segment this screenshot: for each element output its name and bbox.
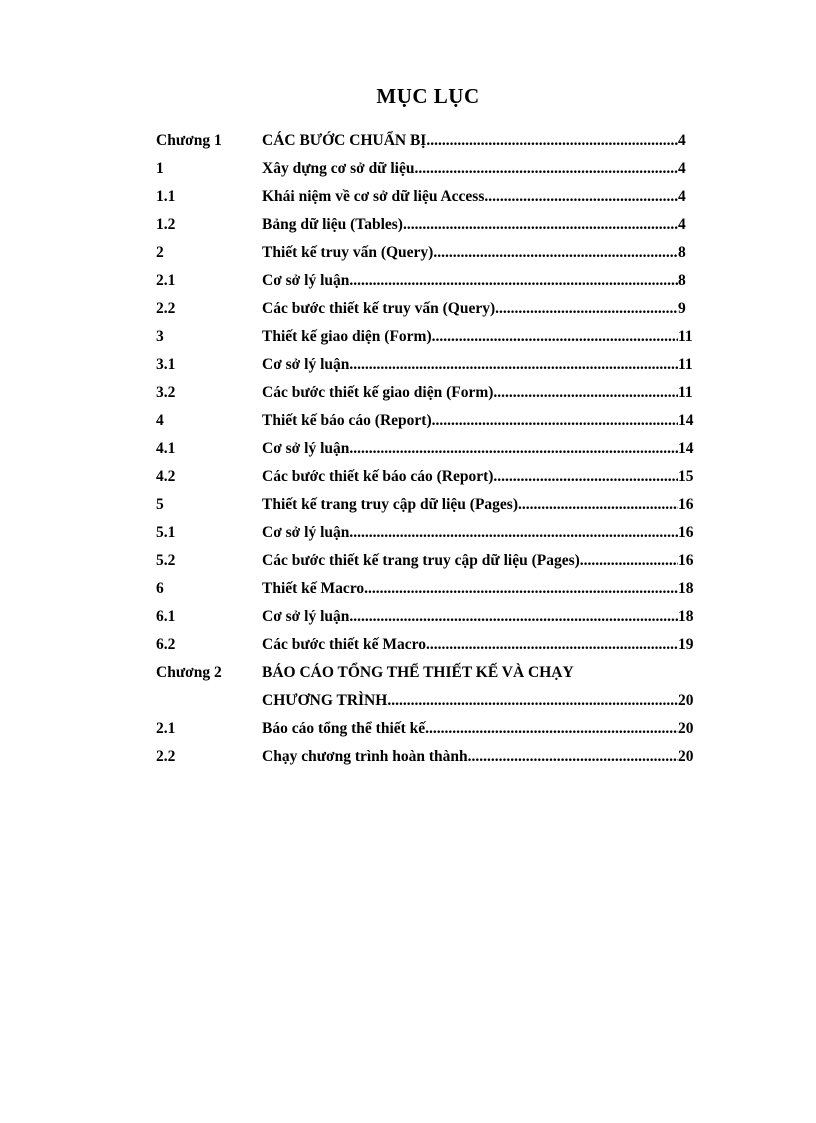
toc-title: CHƯƠNG TRÌNH: [262, 692, 388, 709]
toc-entry: [262, 323, 698, 351]
toc-number: Chương 1: [156, 132, 222, 149]
toc-page-number: 9: [678, 300, 686, 317]
toc-row-5-2[interactable]: [156, 547, 698, 575]
toc-leader: [432, 323, 678, 351]
toc-entry: [262, 267, 698, 295]
toc-row-6[interactable]: [156, 575, 698, 603]
toc-row-6-2[interactable]: [156, 631, 698, 659]
toc-number: 5.2: [156, 552, 176, 569]
toc-row-3-2[interactable]: [156, 379, 698, 407]
toc-row-3-1[interactable]: [156, 351, 698, 379]
toc-entry: [262, 183, 698, 211]
toc-number: 2.2: [156, 300, 176, 317]
toc-entry: [262, 715, 698, 743]
toc-row-1-1[interactable]: [156, 183, 698, 211]
table-of-contents: [156, 127, 698, 771]
toc-leader: [433, 239, 678, 267]
toc-title: Thiết kế giao diện (Form): [262, 328, 432, 345]
toc-number: 5.1: [156, 524, 176, 541]
toc-leader: [468, 743, 678, 771]
toc-leader: [426, 631, 678, 659]
toc-title: Thiết kế Macro: [262, 580, 365, 597]
toc-entry: [262, 239, 698, 267]
toc-number: 1.2: [156, 216, 176, 233]
toc-number: Chương 2: [156, 664, 222, 681]
toc-entry: [262, 519, 698, 547]
toc-leader: [349, 351, 678, 379]
toc-page-number: 11: [678, 384, 693, 401]
toc-row-4-1[interactable]: [156, 435, 698, 463]
toc-leader: [580, 547, 678, 575]
toc-title: Xây dựng cơ sở dữ liệu: [262, 160, 415, 177]
toc-number: 2.1: [156, 272, 176, 289]
toc-number: 6: [156, 580, 164, 597]
toc-row-2[interactable]: [156, 239, 698, 267]
toc-number: 1: [156, 160, 164, 177]
toc-number: 5: [156, 496, 164, 513]
toc-row-2-1[interactable]: [156, 267, 698, 295]
toc-number: 4.2: [156, 468, 176, 485]
toc-page-number: 18: [678, 580, 694, 597]
toc-page-number: 16: [678, 496, 694, 513]
toc-row-5[interactable]: [156, 491, 698, 519]
toc-page-number: 4: [678, 216, 686, 233]
toc-page-number: 11: [678, 356, 693, 373]
toc-leader: [495, 295, 678, 323]
toc-row-chuong-2[interactable]: [156, 659, 698, 687]
toc-entry: [262, 547, 698, 575]
toc-page-number: 16: [678, 552, 694, 569]
toc-leader: [349, 519, 678, 547]
toc-page-number: 20: [678, 748, 694, 765]
toc-row-5-1[interactable]: [156, 519, 698, 547]
toc-entry: [262, 631, 698, 659]
toc-row-chuong-1[interactable]: [156, 127, 698, 155]
toc-page-number: 8: [678, 272, 686, 289]
toc-number: 3: [156, 328, 164, 345]
toc-entry: [262, 659, 698, 687]
toc-leader: [484, 183, 678, 211]
toc-leader: [364, 575, 678, 603]
toc-leader: [414, 155, 678, 183]
toc-title: Các bước thiết kế báo cáo (Report): [262, 468, 494, 485]
toc-page-number: 15: [678, 468, 694, 485]
toc-title: Cơ sở lý luận: [262, 356, 350, 373]
toc-title: Thiết kế trang truy cập dữ liệu (Pages): [262, 496, 518, 513]
toc-number: 2.2: [156, 748, 176, 765]
toc-leader: [518, 491, 678, 519]
toc-number: [156, 687, 262, 715]
toc-leader: [349, 603, 678, 631]
toc-number: 3.1: [156, 356, 176, 373]
toc-number: 1.1: [156, 188, 176, 205]
toc-title: Cơ sở lý luận: [262, 524, 350, 541]
toc-row-6-1[interactable]: [156, 603, 698, 631]
toc-page-number: 16: [678, 524, 694, 541]
toc-title: Cơ sở lý luận: [262, 272, 350, 289]
toc-entry: [262, 743, 698, 771]
toc-leader: [349, 435, 678, 463]
toc-title: Các bước thiết kế truy vấn (Query): [262, 300, 496, 317]
toc-entry: [262, 155, 698, 183]
toc-entry: [262, 407, 698, 435]
toc-entry: [262, 351, 698, 379]
toc-leader: [349, 267, 678, 295]
toc-title: Các bước thiết kế Macro: [262, 636, 426, 653]
toc-entry: [262, 435, 698, 463]
toc-page-number: 11: [678, 328, 693, 345]
toc-row-2-2[interactable]: [156, 295, 698, 323]
toc-title: Cơ sở lý luận: [262, 440, 350, 457]
toc-row-1[interactable]: [156, 155, 698, 183]
toc-entry: [262, 687, 698, 715]
toc-row-2-1b[interactable]: [156, 715, 698, 743]
toc-leader: [493, 463, 678, 491]
toc-row-1-2[interactable]: [156, 211, 698, 239]
toc-page-number: 18: [678, 608, 694, 625]
toc-leader: [387, 687, 678, 715]
toc-page-number: 20: [678, 720, 694, 737]
toc-title: Các bước thiết kế trang truy cập dữ liệu (Pages): [262, 552, 580, 569]
toc-row-4-2[interactable]: [156, 463, 698, 491]
toc-title: Khái niệm về cơ sở dữ liệu Access: [262, 188, 485, 205]
toc-leader: [426, 127, 678, 155]
toc-entry: [262, 211, 698, 239]
page-title: MỤC LỤC: [376, 84, 480, 108]
toc-title: Các bước thiết kế giao diện (Form): [262, 384, 494, 401]
toc-entry: [262, 379, 698, 407]
toc-page-number: 19: [678, 636, 694, 653]
toc-number: 2.1: [156, 720, 176, 737]
toc-entry: [262, 127, 698, 155]
toc-number: 6.1: [156, 608, 176, 625]
toc-number: 4: [156, 412, 164, 429]
toc-row-4[interactable]: [156, 407, 698, 435]
toc-page-number: 14: [678, 440, 694, 457]
toc-page-number: 4: [678, 132, 686, 149]
toc-leader: [432, 407, 678, 435]
toc-entry: [262, 491, 698, 519]
toc-title: Thiết kế truy vấn (Query): [262, 244, 434, 261]
toc-leader: [403, 211, 678, 239]
toc-title: BÁO CÁO TỔNG THỂ THIẾT KẾ VÀ CHẠY: [262, 664, 574, 681]
toc-row-chuong-2-cont[interactable]: [156, 687, 698, 715]
toc-entry: [262, 295, 698, 323]
toc-title: Bảng dữ liệu (Tables): [262, 216, 403, 233]
toc-page-number: 4: [678, 188, 686, 205]
toc-number: 2: [156, 244, 164, 261]
toc-title: Thiết kế báo cáo (Report): [262, 412, 432, 429]
toc-page-number: 4: [678, 160, 686, 177]
toc-entry: [262, 575, 698, 603]
toc-number: 6.2: [156, 636, 176, 653]
toc-leader: [493, 379, 678, 407]
toc-number: 4.1: [156, 440, 176, 457]
toc-row-3[interactable]: [156, 323, 698, 351]
toc-entry: [262, 603, 698, 631]
toc-entry: [262, 463, 698, 491]
toc-page-number: 20: [678, 692, 694, 709]
toc-page-number: 14: [678, 412, 694, 429]
toc-title: Chạy chương trình hoàn thành: [262, 748, 468, 765]
toc-title: CÁC BƯỚC CHUẨN BỊ: [262, 132, 427, 149]
toc-row-2-2b[interactable]: [156, 743, 698, 771]
toc-title: Báo cáo tổng thể thiết kế: [262, 720, 426, 737]
toc-number: 3.2: [156, 384, 176, 401]
toc-leader: [425, 715, 678, 743]
toc-title: Cơ sở lý luận: [262, 608, 350, 625]
toc-page-number: 8: [678, 244, 686, 261]
